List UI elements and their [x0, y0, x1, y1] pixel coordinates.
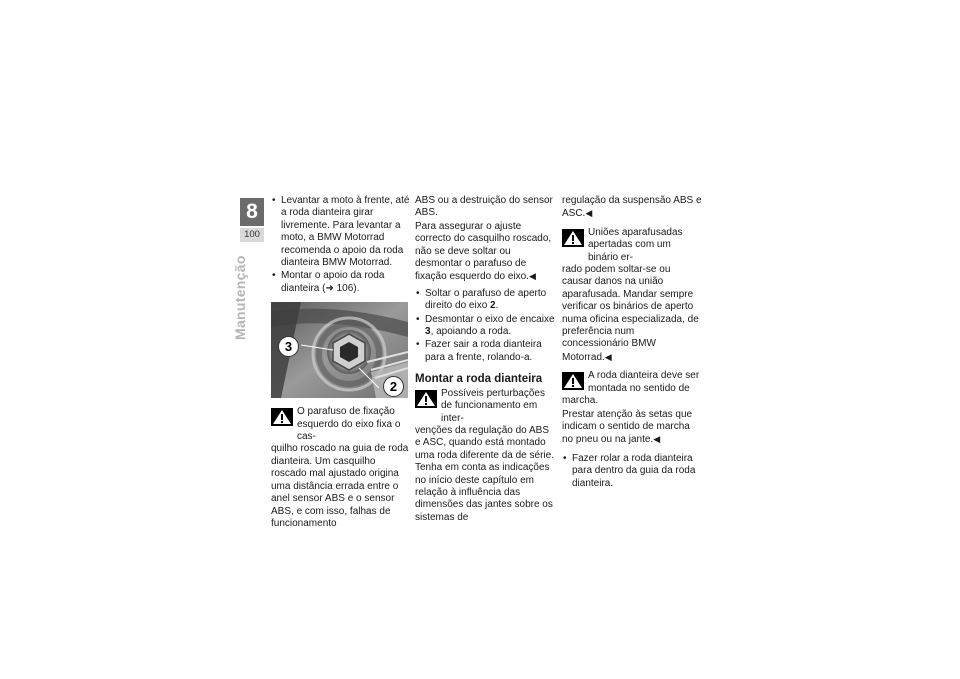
- warning-text-head: O parafuso de fixação esquerdo do eixo fixa o cas-: [297, 406, 401, 443]
- list-item: • Soltar o parafuso de aperto direito do eixo 2.: [415, 288, 555, 313]
- paragraph: Para assegurar o ajuste correcto do casquilho roscado, não se deve soltar ou desmontar o parafuso de fixação esquerdo do eixo.◀: [415, 220, 552, 283]
- warning-text-tail: marcha.: [562, 395, 599, 407]
- warning-icon: [562, 229, 584, 247]
- paragraph: Prestar atenção às setas que indicam o sentido de marcha no pneu ou na jante.◀: [562, 408, 693, 446]
- warning-text-head: A roda dianteira deve ser montada no sentido de: [588, 370, 700, 394]
- warning-text-head: Possíveis perturbações de funcionamento em inter-: [441, 387, 545, 424]
- chapter-title: Manutenção: [232, 255, 248, 340]
- list-item: • Fazer rolar a roda dianteira para dentro da guia da roda dianteira.: [562, 453, 702, 490]
- warning-box: [562, 227, 702, 264]
- warning-icon: [415, 390, 437, 408]
- warning-icon: [271, 408, 293, 426]
- step-list: [271, 195, 411, 295]
- column-1: [271, 195, 411, 531]
- callout-3: 3: [278, 336, 299, 357]
- callout-2: 2: [383, 376, 404, 397]
- chapter-side-label: [232, 255, 248, 340]
- end-mark-icon: ◀: [528, 271, 536, 282]
- page-number: 100: [240, 228, 264, 242]
- paragraph: regulação da suspensão ABS e ASC.◀: [562, 195, 702, 220]
- section-heading: Montar a roda dianteira: [415, 373, 543, 386]
- warning-text-tail: rado podem soltar-se ou causar danos na união aparafusada. Mandar sempre verificar os binários de aperto numa oficina especializada, de preferência num concessionário BMW Motorrad.◀: [562, 264, 699, 363]
- warning-text-tail: quilho roscado na guia de roda dianteira. Um casquilho roscado mal ajustado origina uma distância errada entre o anel sensor ABS e o sensor ABS, e com isso, falhas de funcionamento: [271, 443, 409, 529]
- warning-text-tail: venções da regulação do ABS e ASC, quando está montado uma roda diferente da de série. Tenha em conta as indicações no início deste capítulo em relação à influência das dimensões das jantes sobre os sistemas de: [415, 424, 554, 523]
- step-list: [415, 288, 555, 364]
- warning-text-head: Uniões aparafusadas apertadas com um binário er-: [588, 226, 683, 263]
- end-mark-icon: ◀: [653, 434, 661, 445]
- ref-number: 2: [490, 300, 496, 312]
- list-item: • Levantar a moto à frente, até a roda dianteira girar livremente. Para levantar a moto, a BMW Motorrad recomenda o apoio da roda dianteira BMW Motorrad.: [271, 195, 411, 269]
- warning-icon: [562, 372, 584, 390]
- warning-box: [415, 388, 555, 425]
- chapter-number: 8: [240, 198, 264, 226]
- ref-number: 3: [425, 326, 431, 338]
- list-item: • Montar o apoio da roda dianteira (➜ 106).: [271, 270, 411, 295]
- column-3: [562, 195, 702, 491]
- list-item: • Fazer sair a roda dianteira para a frente, rolando-a.: [415, 339, 555, 364]
- paragraph: ABS ou a destruição do sensor ABS.: [415, 195, 553, 219]
- step-list: [562, 453, 702, 490]
- warning-box: [271, 406, 411, 443]
- wheel-axle-photo: [271, 302, 408, 398]
- end-mark-icon: ◀: [604, 351, 612, 362]
- column-2: [415, 195, 555, 525]
- end-mark-icon: ◀: [585, 208, 593, 219]
- list-item: • Desmontar o eixo de encaixe 3, apoiando a roda.: [415, 314, 555, 339]
- warning-box: [562, 370, 702, 395]
